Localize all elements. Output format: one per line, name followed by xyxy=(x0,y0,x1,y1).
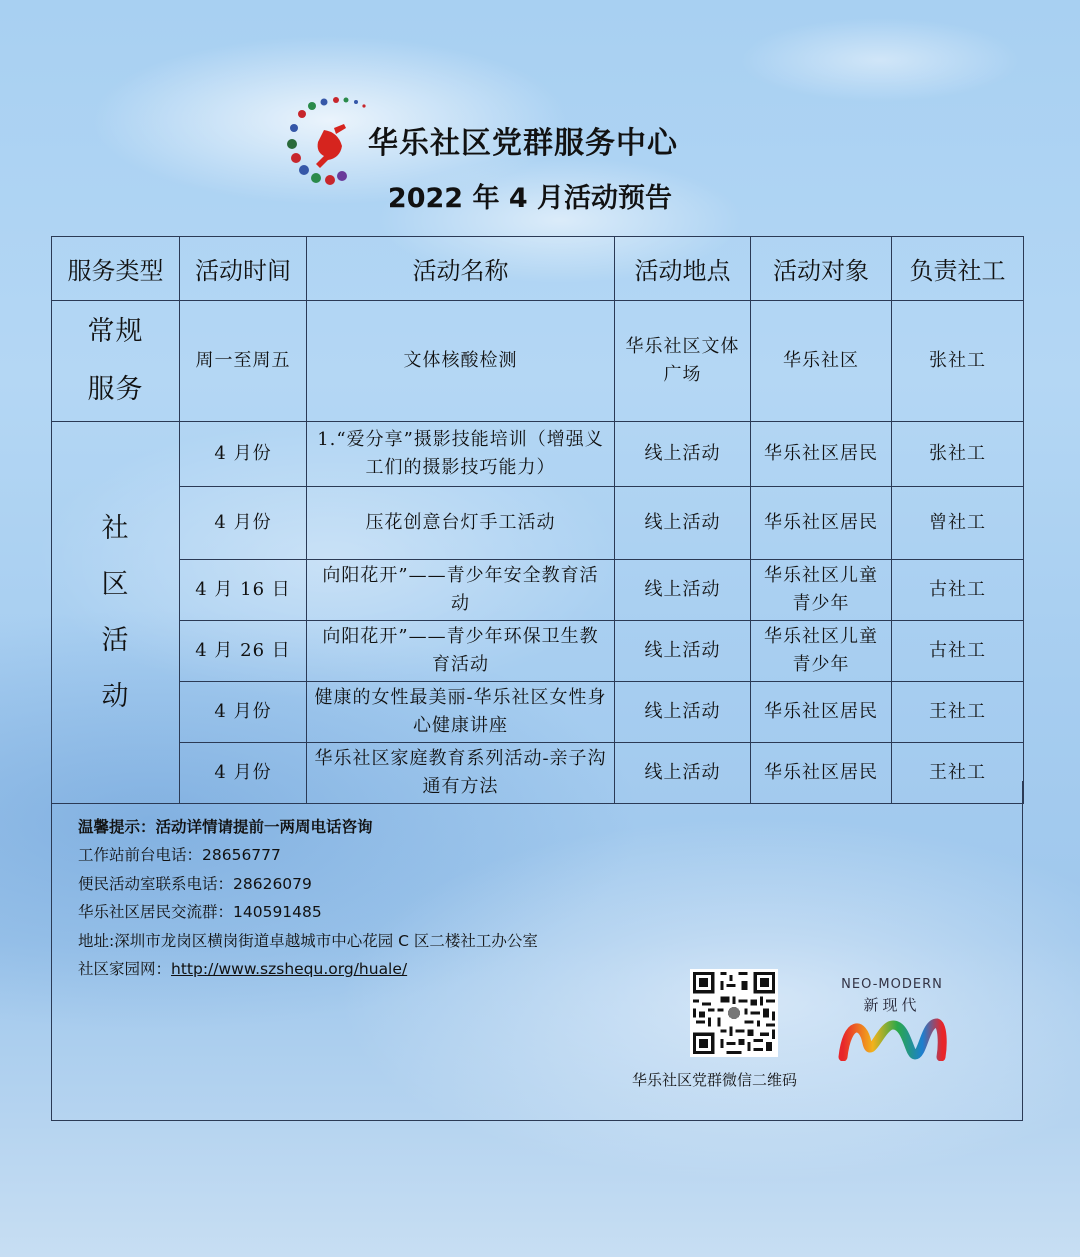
website-label: 社区家园网： xyxy=(78,960,172,979)
category-char: 动 xyxy=(101,680,130,712)
activity-place: 线上活动 xyxy=(615,422,751,487)
column-header-worker: 负责社工 xyxy=(892,237,1024,301)
activity-target: 华乐社区居民 xyxy=(751,743,892,804)
activity-time: 4 月 26 日 xyxy=(180,621,307,682)
category-line: 服务 xyxy=(87,374,144,405)
page-title: 2022 年 4 月活动预告 xyxy=(387,183,673,214)
activity-worker: 曾社工 xyxy=(892,487,1024,560)
category-community-activity xyxy=(52,422,180,804)
category-regular-service xyxy=(52,301,180,422)
activity-target: 华乐社区儿童青少年 xyxy=(751,621,892,682)
activity-name: 文体核酸检测 xyxy=(307,301,615,422)
activity-place: 线上活动 xyxy=(615,487,751,560)
activity-worker: 张社工 xyxy=(892,422,1024,487)
table-row xyxy=(52,422,1024,487)
contact-info-box xyxy=(51,781,1023,1121)
column-header-time: 活动时间 xyxy=(180,237,307,301)
activity-room-phone: 便民活动室联系电话：28626079 xyxy=(78,874,312,893)
activity-schedule-table xyxy=(51,236,1024,804)
activity-time: 4 月份 xyxy=(180,487,307,560)
activity-place: 线上活动 xyxy=(615,560,751,621)
front-desk-phone: 工作站前台电话：28656777 xyxy=(78,846,281,865)
table-row xyxy=(52,301,1024,422)
activity-place: 线上活动 xyxy=(615,682,751,743)
activity-target: 华乐社区居民 xyxy=(751,422,892,487)
column-header-place: 活动地点 xyxy=(615,237,751,301)
activity-name: 华乐社区家庭教育系列活动-亲子沟通有方法 xyxy=(307,743,615,804)
website-line xyxy=(78,955,538,983)
activity-place: 线上活动 xyxy=(615,743,751,804)
qr-caption: 华乐社区党群微信二维码 xyxy=(632,1071,798,1089)
activity-name: 1.“爱分享”摄影技能培训（增强义工们的摄影技巧能力） xyxy=(307,422,615,487)
column-header-service-type: 服务类型 xyxy=(52,237,180,301)
activity-target: 华乐社区居民 xyxy=(751,682,892,743)
warm-tip: 温馨提示：活动详情请提前一两周电话咨询 xyxy=(78,818,373,836)
activity-time: 4 月份 xyxy=(180,743,307,804)
center-name: 华乐社区党群服务中心 xyxy=(368,126,678,161)
activity-time: 周一至周五 xyxy=(180,301,307,422)
activity-name: 健康的女性最美丽-华乐社区女性身心健康讲座 xyxy=(307,682,615,743)
activity-worker: 王社工 xyxy=(892,682,1024,743)
category-line: 常规 xyxy=(87,316,144,347)
activity-target: 华乐社区儿童青少年 xyxy=(751,560,892,621)
resident-group: 华乐社区居民交流群：140591485 xyxy=(78,903,322,922)
activity-time: 4 月 16 日 xyxy=(180,560,307,621)
activity-worker: 古社工 xyxy=(892,621,1024,682)
activity-name: 向阳花开”——青少年环保卫生教育活动 xyxy=(307,621,615,682)
brand-name-cn: 新现代 xyxy=(863,996,921,1014)
brand-name-en: NEO-MODERN xyxy=(841,977,943,992)
activity-target: 华乐社区居民 xyxy=(751,487,892,560)
address: 地址:深圳市龙岗区横岗街道卓越城市中心花园 C 区二楼社工办公室 xyxy=(78,931,538,950)
table-row xyxy=(52,560,1024,621)
activity-target: 华乐社区 xyxy=(751,301,892,422)
table-header-row xyxy=(52,237,1024,301)
activity-worker: 张社工 xyxy=(892,301,1024,422)
column-header-name: 活动名称 xyxy=(307,237,615,301)
category-char: 活 xyxy=(101,624,130,656)
activity-time: 4 月份 xyxy=(180,422,307,487)
activity-name: 压花创意台灯手工活动 xyxy=(307,487,615,560)
table-row xyxy=(52,487,1024,560)
category-char: 社 xyxy=(101,512,130,544)
header xyxy=(0,0,1080,230)
activity-worker: 王社工 xyxy=(892,743,1024,804)
activity-name: 向阳花开”——青少年安全教育活动 xyxy=(307,560,615,621)
activity-time: 4 月份 xyxy=(180,682,307,743)
wechat-qr-code-icon xyxy=(690,969,778,1057)
table-row xyxy=(52,682,1024,743)
contact-notes xyxy=(78,813,538,983)
website-link[interactable]: http://www.szshequ.org/huale/ xyxy=(171,960,408,979)
neo-modern-brand xyxy=(832,977,952,1065)
activity-place: 线上活动 xyxy=(615,621,751,682)
category-char: 区 xyxy=(101,568,130,600)
party-logo-icon xyxy=(282,92,370,188)
column-header-target: 活动对象 xyxy=(751,237,892,301)
neo-modern-logo-icon xyxy=(837,1015,947,1061)
table-row xyxy=(52,621,1024,682)
activity-place: 华乐社区文体广场 xyxy=(615,301,751,422)
activity-worker: 古社工 xyxy=(892,560,1024,621)
